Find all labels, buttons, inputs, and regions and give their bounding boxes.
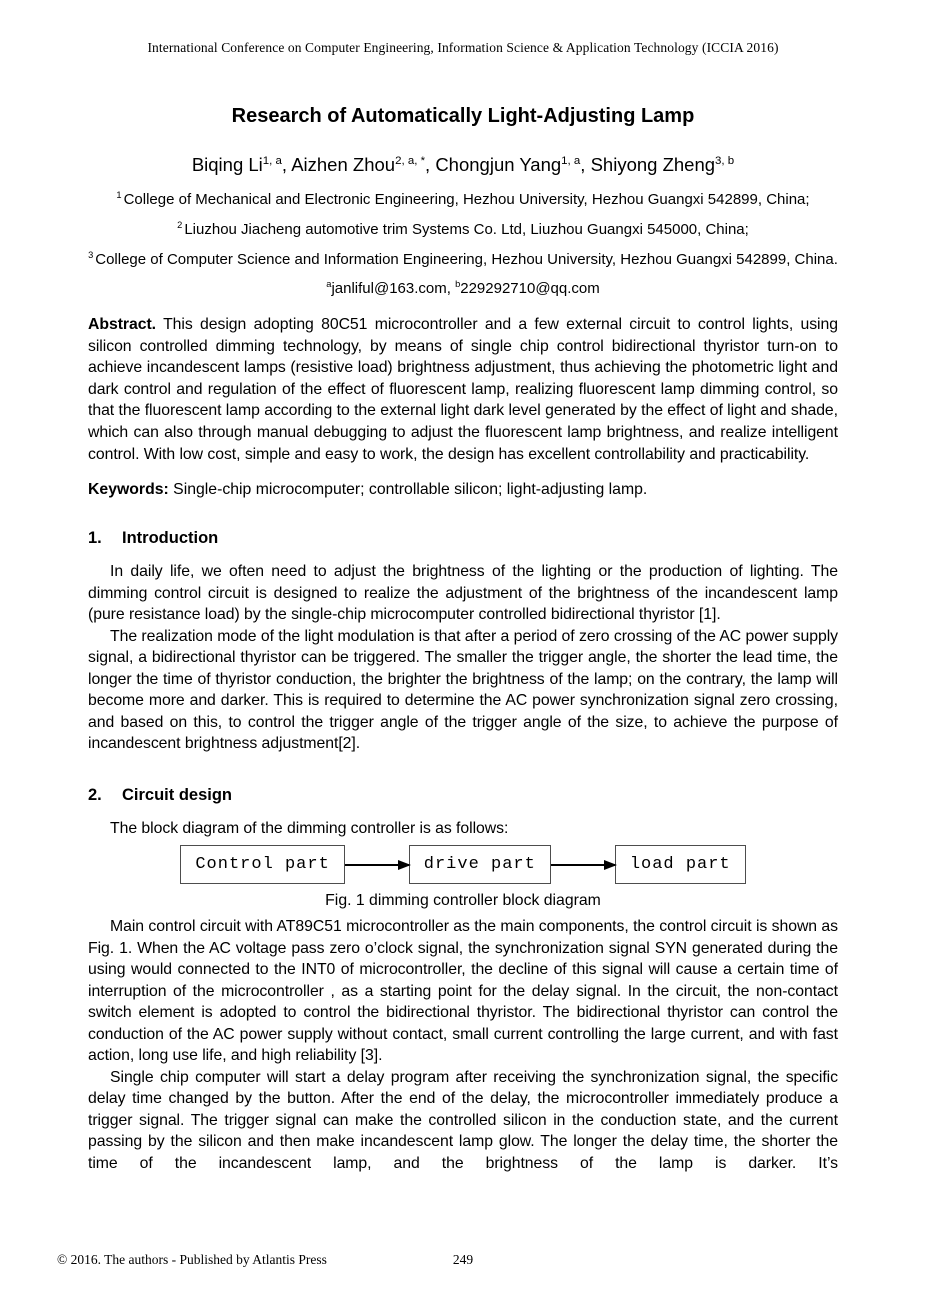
emails-line <box>88 279 838 298</box>
authors-line <box>88 152 838 177</box>
author <box>192 154 291 175</box>
affiliation-text: College of Mechanical and Electronic Engineering, Hezhou University, Hezhou Guangxi 542899, China; <box>123 191 810 208</box>
section-heading-introduction <box>88 528 838 548</box>
email-address: 229292710@qq.com <box>460 280 600 297</box>
block-diagram <box>88 845 838 884</box>
abstract-label: Abstract. <box>88 316 157 333</box>
running-header: International Conference on Computer Engineering, Information Science & Application Technology (ICCIA 2016) <box>147 40 779 55</box>
block-control-part: Control part <box>180 845 344 884</box>
block-load-part: load part <box>615 845 746 884</box>
paper-title: Research of Automatically Light-Adjusting Lamp <box>231 105 695 127</box>
email-address: janliful@163.com, <box>331 280 456 297</box>
author <box>591 154 735 175</box>
author-separator: , <box>281 154 292 175</box>
section-number: 2. <box>88 785 102 804</box>
author-affiliation-marks: 1, a <box>561 154 581 167</box>
author-affiliation-marks: 1, a <box>262 154 282 167</box>
author-name: Biqing Li <box>191 154 263 175</box>
abstract-text: This design adopting 80C51 microcontroller and a few external circuit to control lights, using silicon controlled dimming technology, by means of single chip control bidirectional thyristor turn-on to achieve incandescent lamps (resistive load) brightness adjustment, thus achieving the photometric light and dark control and regulation of the effect of fluorescent lamp, realizing fluorescent lamp dimming control, so that the fluorescent lamp according to the external light dark level generated by the effect of light and shade, which can also through manual debugging to adjust the fluorescent lamp brightness, and realize intelligent control. With low cost, simple and easy to work, the design has excellent controllability and practicability. <box>88 316 838 463</box>
author-name: Aizhen Zhou <box>291 154 396 175</box>
affiliation-text: Liuzhou Jiacheng automotive trim Systems Co. Ltd, Liuzhou Guangxi 545000, China; <box>184 221 749 238</box>
email-mark: b <box>455 279 461 289</box>
section-number: 1. <box>88 529 102 548</box>
right-arrow-icon <box>551 864 615 866</box>
paragraph: The realization mode of the light modulation is that after a period of zero crossing of the AC power supply signal, a bidirectional thyristor can be triggered. The smaller the trigger angle, the shorter the lead time, the longer the time of thyristor conduction, the brighter the brightness of the lamp; on the contrary, the lamp will become more and darker. This is required to determine the AC power synchronization signal zero crossing, and based on this, to control the trigger angle of the trigger angle of the size, to achieve the purpose of incandescent brightness adjustment[2]. <box>88 627 838 753</box>
figure-1 <box>88 845 838 910</box>
email-mark: a <box>326 279 332 289</box>
copyright-notice: © 2016. The authors - Published by Atlantis Press <box>57 1252 327 1267</box>
paragraph: Main control circuit with AT89C51 microcontroller as the main components, the control circuit is shown as Fig. 1. When the AC voltage pass zero o’clock signal, the synchronization signal SYN generated during the using would connected to the INT0 of microcontroller, the decline of this signal will cause a certain time of interruption of the microcontroller , as a starting point for the delay signal. In the circuit, the non-contact switch element is adopted to control the bidirectional thyristor. The bidirectional thyristor can control the conduction of the AC power supply without contact, small current controlling the large current, and with fast action, long use life, and high reliability [3]. <box>88 918 838 1065</box>
figure-caption: Fig. 1 dimming controller block diagram <box>325 892 601 910</box>
keywords-text: Single-chip microcomputer; controllable silicon; light-adjusting lamp. <box>173 481 648 499</box>
section-title: Circuit design <box>122 785 233 804</box>
affiliation-1 <box>88 189 838 210</box>
affiliation-3 <box>88 249 838 270</box>
paragraph: The block diagram of the dimming controller is as follows: <box>110 819 509 837</box>
affiliation-mark: 2 <box>177 220 183 230</box>
page-footer <box>57 1252 869 1268</box>
right-arrow-icon <box>345 864 409 866</box>
paragraph: In daily life, we often need to adjust the brightness of the lighting or the production of lighting. The dimming control circuit is designed to realize the adjustment of the brightness of the incandescent lamp (pure resistance load) by the single-chip microcomputer controlled bidirectional thyristor [1]. <box>88 563 838 624</box>
affiliation-mark: 3 <box>88 250 94 260</box>
paper-content <box>88 104 838 1174</box>
affiliation-mark: 1 <box>116 190 122 200</box>
author-separator: , <box>425 154 436 175</box>
author-name: Shiyong Zheng <box>590 154 716 175</box>
author <box>291 154 435 175</box>
author-name: Chongjun Yang <box>435 154 562 175</box>
block-drive-part: drive part <box>409 845 551 884</box>
author-affiliation-marks: 3, b <box>715 154 735 167</box>
section-heading-circuit-design <box>88 785 838 805</box>
author <box>435 154 590 175</box>
page-number: 249 <box>452 1252 474 1267</box>
affiliation-2 <box>88 219 838 240</box>
keywords-label: Keywords: <box>88 481 169 499</box>
affiliation-text: College of Computer Science and Information Engineering, Hezhou University, Hezhou Guangxi 542899, China. <box>95 251 838 268</box>
author-affiliation-marks: 2, a, * <box>395 154 426 167</box>
keywords-line <box>88 479 838 500</box>
author-separator: , <box>580 154 591 175</box>
section-title: Introduction <box>122 529 219 548</box>
paragraph: Single chip computer will start a delay program after receiving the synchronization signal, the specific delay time changed by the button. After the end of the delay, the microcontroller immediately produce a trigger signal. The trigger signal can make the controlled silicon in the conduction state, and the current passing by the silicon and then make incandescent lamp glow. The longer the delay time, the shorter the time of the incandescent lamp, and the brightness of the lamp is darker. It’s <box>88 1068 838 1172</box>
abstract-paragraph <box>88 314 838 465</box>
